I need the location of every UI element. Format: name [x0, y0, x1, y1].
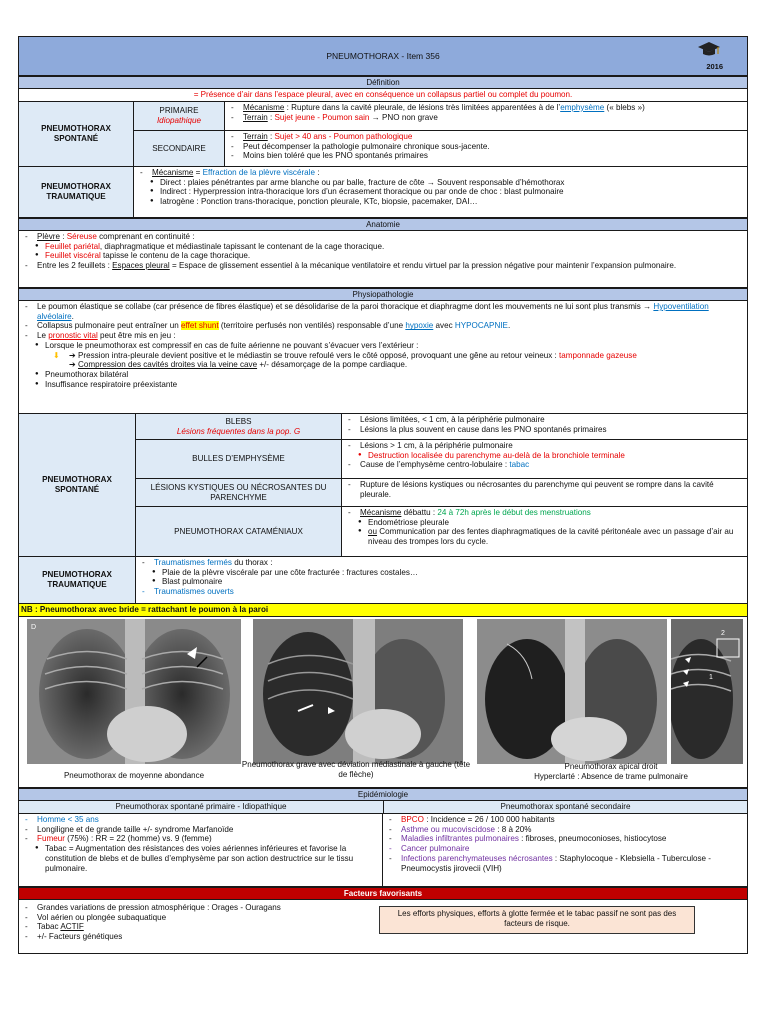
physio-content: - Le poumon élastique se collabe (car présence de fibres élastique) et se désolidarise de la paroi thoracique et diaphragme dont les mouvements ne lui sont plus transmis → Hypoventilation alvéolaire. - Collapsus pulmonaire peut entraîner un effet shunt (territoire perfusés non ventilés) responsable d’une hypoxie avec HYPOCAPNIE. - Le pronostic vital peut être mis en jeu : ● Lorsque le pneumothorax est compressif en cas de fuite aérienne ne pouvant s’évacuer vers l’extérieur : ⬇ ➔ Pression intra-pleurale devient positive et le médiastin se trouve refoulé vers le côté opposé, provoquant une gêne au retour veineux : tamponnade gazeuse ➔ Compression des cavités droites via la veine cave +/- désamorçage de la pompe cardiaque. ● Pneumothorax bilatéral ● Insuffisance respiratoire préexistante [19, 301, 747, 414]
secondaire-content: - Terrain : Sujet > 40 ans - Poumon pathologique - Peut décompenser la pathologie pulmonaire chronique sous-jacente. - Moins bien toléré que les PNO spontanés primaires [225, 131, 747, 166]
xray-image-2 [253, 619, 463, 764]
secondaire-label: SECONDAIRE [134, 131, 225, 166]
catam-label: PNEUMOTHORAX CATAMÉNIAUX [136, 507, 342, 556]
def-spontane-block [19, 102, 747, 167]
svg-text:2: 2 [721, 630, 725, 637]
anatomy-content: - Plèvre : Séreuse comprenant en continuité : ● Feuillet pariétal, diaphragmatique et médiastinale tapissant le contenant de la cage thoracique. ● Feuillet viscéral tapisse le contenu de la cage thoracique. - Entre les 2 feuillets : Espaces pleural = Espace de glissement essentiel à la mécanique ventilatoire et rendu virtuel par la pression négative pour maintenir l’expansion pulmonaire. [19, 231, 747, 288]
factors-note-box: Les efforts physiques, efforts à glotte fermée et le tabac passif ne sont pas des facteurs de risque. [379, 906, 695, 934]
spontane-types-block: PNEUMOTHORAX SPONTANÉ BLEBS Lésions fréquentes dans la pop. G - Lésions limitées, < 1 cm, à la périphérie pulmonaire - Lésions la plus souvent en cause dans les PNO spontanés primaires BULLES D’EMPHYSÈME - Lésions > 1 cm, à la périphérie pulmonaire ● Destruction localisée du parenchyme au-delà de la bronchiole terminale - Cause de l’emphysème centro-lobulaire : tabac LÉSIONS KYSTIQUES OU NÉCROSANTES DU PARENCHYME - Rupture de lésions kystiques ou nécrosantes du parenchyme qui peuvent se rompre dans la cavité pleurale. PNEUMOTHORAX CATAMÉNIAUX - Mécanisme débattu : 24 à 72h après le début des menstruations ● Endométriose pleurale ● ou Communication par des fentes diaphragmatiques de la cavité péritonéale avec un passage d’air au niveau des trompes lors du cycle. [19, 414, 747, 557]
title-bar [19, 37, 747, 76]
xray-image-3 [477, 619, 667, 764]
kyst-label: LÉSIONS KYSTIQUES OU NÉCROSANTES DU PARENCHYME [136, 479, 342, 506]
page-title: PNEUMOTHORAX - Item 356 [326, 51, 440, 61]
svg-text:D: D [31, 624, 37, 631]
section-definition: Définition [19, 76, 747, 89]
trauma-types-block: PNEUMOTHORAX TRAUMATIQUE - Traumatismes fermés du thorax : ● Plaie de la plèvre viscérale par une côte fracturée : fractures costales… ● Blast pulmonaire - Traumatismes ouverts [19, 557, 747, 604]
primaire-cell [134, 102, 225, 130]
primaire-label: PRIMAIRE [159, 106, 199, 116]
epi-right: - BPCO : Incidence = 26 / 100 000 habitants - Asthme ou mucoviscidose : 8 à 20% - Maladies infiltrantes pulmonaires : fibroses, pneumoconioses, histiocytose - Cancer pulmonaire - Infections parenchymateuses nécrosantes : Staphylocoque - Klebsiella - Tuberculose - Pneumocystis jirovecii (VIH) [383, 814, 747, 886]
epi-right-head: Pneumothorax spontané secondaire [384, 801, 747, 813]
section-epidemio: Epidémiologie [19, 788, 747, 801]
definition-text: = Présence d’air dans l’espace pleural, avec en conséquence un collapsus partiel ou complet du poumon. [193, 90, 573, 100]
xray-caption-3b: Hyperclarté : Absence de trame pulmonaire [534, 772, 688, 781]
primaire-content: - Mécanisme : Rupture dans la cavité pleurale, de lésions très limitées apparentées à de l’emphysème (« blebs ») - Terrain : Sujet jeune - Poumon sain → PNO non grave [225, 102, 747, 130]
trauma-types-label: PNEUMOTHORAX TRAUMATIQUE [19, 557, 136, 603]
year-label: 2016 [706, 62, 723, 71]
spontane-types-label: PNEUMOTHORAX SPONTANÉ [19, 414, 136, 556]
svg-text:1: 1 [709, 674, 713, 681]
blebs-sub: Lésions fréquentes dans la pop. G [176, 426, 301, 436]
warning-icon: ⬇ [53, 350, 60, 360]
xray-image-1 [27, 619, 241, 764]
xray-panel [19, 617, 747, 788]
bulles-label: BULLES D’EMPHYSÈME [136, 440, 342, 478]
epi-content [19, 814, 747, 887]
def-spontane-label: PNEUMOTHORAX SPONTANÉ [19, 102, 134, 166]
xray-caption-2: Pneumothorax grave avec déviation médiastinale à gauche (tête de flèche) [241, 760, 471, 779]
factors-content: - Grandes variations de pression atmosphérique : Orages - Ouragans - Vol aérien ou plongée subaquatique - Tabac ACTIF - +/- Facteurs génétiques Les efforts physiques, efforts à glotte fermée et le tabac passif ne sont pas des facteurs de risque. [19, 900, 747, 952]
def-traumatique-label: PNEUMOTHORAX TRAUMATIQUE [19, 167, 134, 217]
section-physio: Physiopathologie [19, 288, 747, 301]
section-anatomy: Anatomie [19, 218, 747, 231]
epi-left: - Homme < 35 ans - Longiligne et de grande taille +/- syndrome Marfanoïde - Fumeur (75%) : RR = 22 (homme) vs. 9 (femme) ● Tabac = Augmentation des résistances des voies aériennes inférieures et favorise la constitution de blebs et de bulles d’emphysème par son action destructrice sur le tissu pulmonaire. [19, 814, 383, 886]
xray-caption-3a: Pneumothorax apical droit [564, 762, 658, 771]
xray-image-zoom [671, 619, 743, 764]
epi-left-head: Pneumothorax spontané primaire - Idiopathique [19, 801, 384, 813]
nb-note: NB : Pneumothorax avec bride = rattachant le poumon à la paroi [19, 604, 747, 617]
graduation-cap-icon [697, 40, 721, 60]
def-traumatique-content: - Mécanisme = Effraction de la plèvre viscérale : ● Direct : plaies pénétrantes par arme blanche ou par balle, fracture de côte → Souvent responsable d’hémothorax ● Indirect : Hyperpression intra-thoracique lors d’un écrasement thoracique ou par onde de choc : blast pulmonaire ● Iatrogène : Ponction trans-thoracique, ponction pleurale, KTc, biopsie, pacemaker, DAI… [134, 167, 747, 217]
document-page [18, 36, 748, 954]
definition-row [19, 89, 747, 102]
def-traumatique-block [19, 167, 747, 218]
blebs-cell [136, 414, 342, 439]
idiopathique-label: Idiopathique [156, 116, 202, 125]
section-factors: Facteurs favorisants [19, 887, 747, 900]
blebs-label: BLEBS [225, 416, 252, 426]
epi-heads [19, 801, 747, 814]
xray-caption-1: Pneumothorax de moyenne abondance [63, 771, 205, 780]
